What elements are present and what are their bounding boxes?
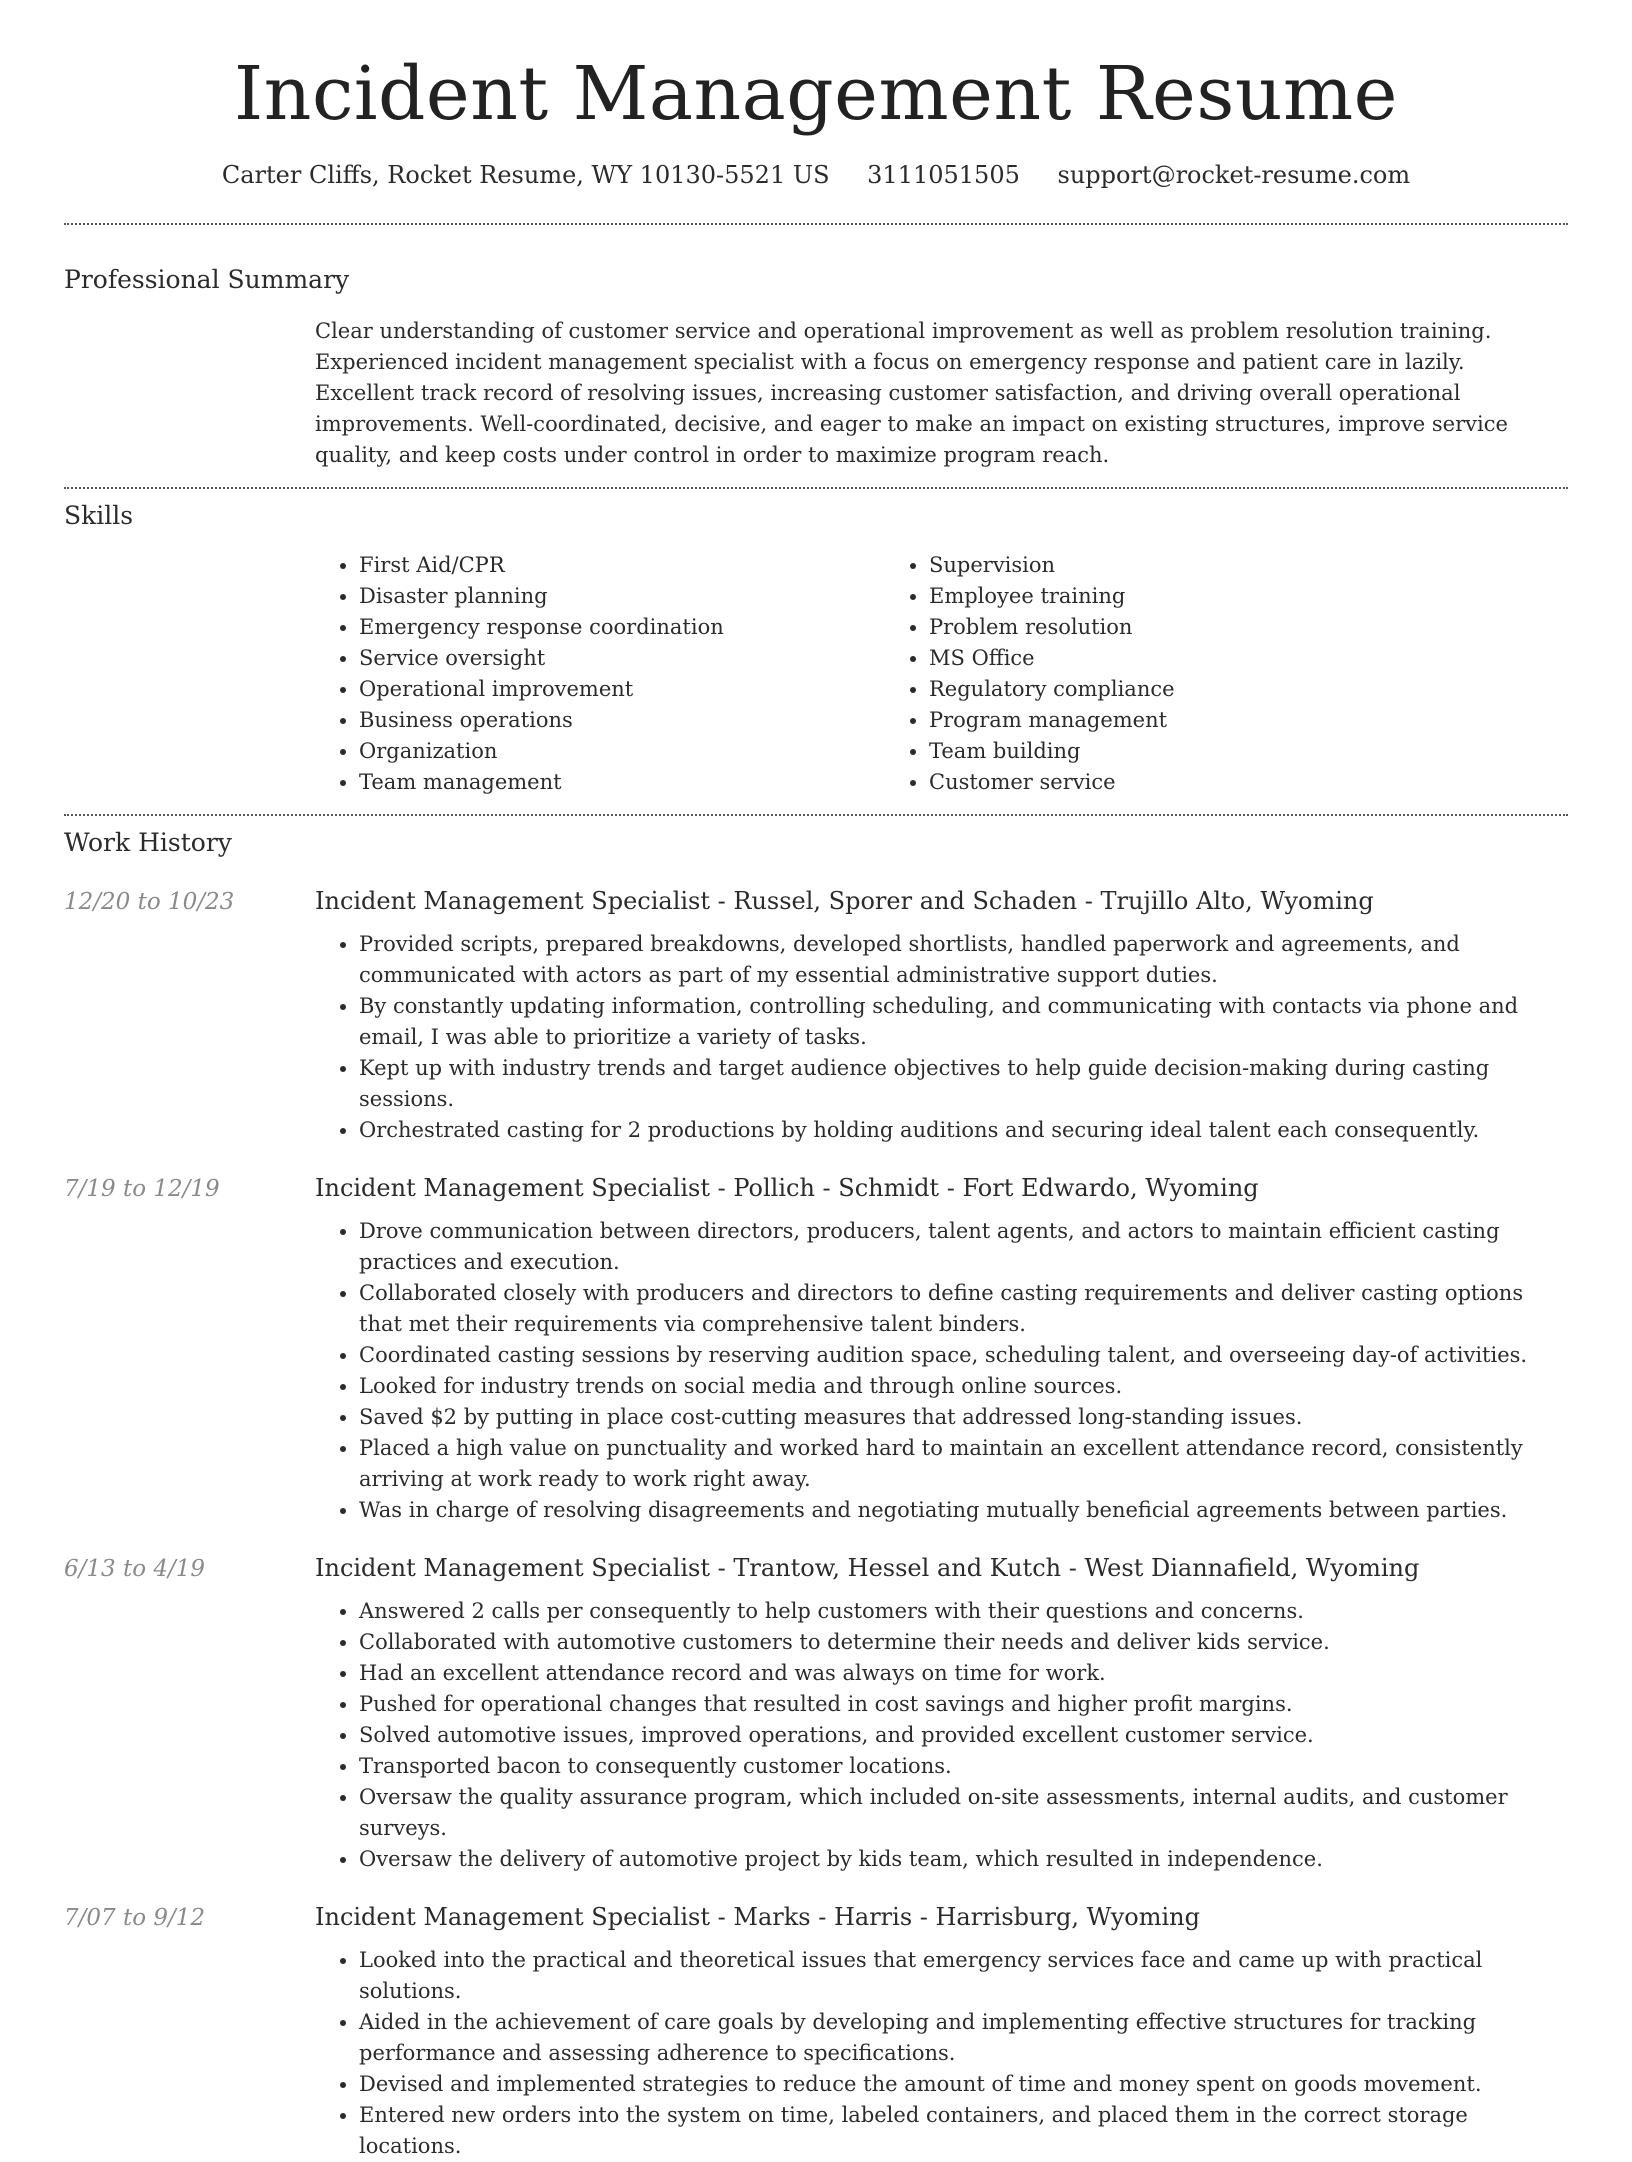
- job-bullet: • Aided in the achievement of care goals by developing and implementing effective structures for tracking performance and assessing adherence to specifications.: [359, 2007, 1568, 2069]
- divider: [64, 487, 1568, 489]
- job-dates: 7/07 to 9/12: [64, 1905, 206, 1932]
- resume-title: Incident Management Resume: [234, 51, 1398, 137]
- job-bullet: • Solved automotive issues, improved operations, and provided excellent customer service.: [359, 1720, 1568, 1751]
- work-history-heading: Work History: [64, 828, 232, 858]
- job-title: Incident Management Specialist - Russel, Sporer and Schaden - Trujillo Alto, Wyoming: [315, 887, 1374, 916]
- job-bullet: • Had an excellent attendance record and was always on time for work.: [359, 1658, 1568, 1689]
- skill-item: • Business operations: [359, 705, 885, 736]
- job-bullet: • Drove communication between directors, producers, talent agents, and actors to maintain efficient casting practices and execution.: [359, 1216, 1568, 1278]
- contact-email: support@rocket-resume.com: [1057, 161, 1411, 190]
- skill-item: • Operational improvement: [359, 674, 885, 705]
- job-bullet: • By constantly updating information, controlling scheduling, and communicating with contacts via phone and email, I was able to prioritize a variety of tasks.: [359, 991, 1568, 1053]
- work-history-list: [64, 887, 1568, 2162]
- job-entry: [64, 1554, 1568, 1875]
- job-bullet: • Placed a high value on punctuality and worked hard to maintain an excellent attendance record, consistently arriving at work ready to work right away.: [359, 1433, 1568, 1495]
- job-title: Incident Management Specialist - Trantow, Hessel and Kutch - West Diannafield, Wyoming: [315, 1554, 1420, 1583]
- job-title: Incident Management Specialist - Marks - Harris - Harrisburg, Wyoming: [315, 1903, 1200, 1932]
- summary-heading: Professional Summary: [64, 265, 350, 295]
- skill-item: • Team management: [359, 767, 885, 798]
- skill-item: • Disaster planning: [359, 581, 885, 612]
- job-bullet: • Devised and implemented strategies to reduce the amount of time and money spent on goods movement.: [359, 2069, 1568, 2100]
- job-bullet: • Coordinated casting sessions by reserving audition space, scheduling talent, and overseeing day-of activities.: [359, 1340, 1568, 1371]
- skill-item: • Program management: [929, 705, 1455, 736]
- job-bullet: • Transported bacon to consequently customer locations.: [359, 1751, 1568, 1782]
- job-bullets: [315, 929, 1568, 1146]
- skill-item: • Supervision: [929, 550, 1455, 581]
- job-bullet: • Kept up with industry trends and target audience objectives to help guide decision-making during casting sessions.: [359, 1053, 1568, 1115]
- job-bullet: • Answered 2 calls per consequently to help customers with their questions and concerns.: [359, 1596, 1568, 1627]
- skill-item: • Team building: [929, 736, 1455, 767]
- job-bullet: • Oversaw the quality assurance program, which included on-site assessments, internal audits, and customer surveys.: [359, 1782, 1568, 1844]
- job-bullet: • Looked into the practical and theoretical issues that emergency services face and came up with practical solutions.: [359, 1945, 1568, 2007]
- skill-item: • First Aid/CPR: [359, 550, 885, 581]
- skill-item: • Problem resolution: [929, 612, 1455, 643]
- skills-heading: Skills: [64, 501, 134, 531]
- job-bullets: [315, 1945, 1568, 2162]
- skill-item: • Regulatory compliance: [929, 674, 1455, 705]
- job-title: Incident Management Specialist - Pollich - Schmidt - Fort Edwardo, Wyoming: [315, 1174, 1259, 1203]
- skill-item: • Emergency response coordination: [359, 612, 885, 643]
- skill-item: • Organization: [359, 736, 885, 767]
- job-entry: [64, 1174, 1568, 1526]
- job-bullet: • Entered new orders into the system on time, labeled containers, and placed them in the correct storage locations.: [359, 2100, 1568, 2162]
- job-bullets: [315, 1216, 1568, 1526]
- job-bullet: • Saved $2 by putting in place cost-cutting measures that addressed long-standing issues.: [359, 1402, 1568, 1433]
- skills-column-right: [885, 550, 1455, 798]
- job-bullet: • Provided scripts, prepared breakdowns, developed shortlists, handled paperwork and agreements, and communicated with actors as part of my essential administrative support duties.: [359, 929, 1568, 991]
- job-bullet: • Looked for industry trends on social media and through online sources.: [359, 1371, 1568, 1402]
- job-bullets: [315, 1596, 1568, 1875]
- job-bullet: • Was in charge of resolving disagreements and negotiating mutually beneficial agreements between parties.: [359, 1495, 1568, 1526]
- job-entry: [64, 1903, 1568, 2162]
- summary-text: Clear understanding of customer service and operational improvement as well as problem resolution training. Experienced incident management specialist with a focus on emergency response and patient care in lazily. Excellent track record of resolving issues, increasing customer satisfaction, and driving overall operational improvements. Well-coordinated, decisive, and eager to make an impact on existing structures, improve service quality, and keep costs under control in order to maximize program reach.: [315, 319, 1508, 468]
- skills-list: [315, 550, 1568, 798]
- skill-item: • Service oversight: [359, 643, 885, 674]
- job-bullet: • Collaborated closely with producers and directors to define casting requirements and deliver casting options that met their requirements via comprehensive talent binders.: [359, 1278, 1568, 1340]
- job-bullet: • Pushed for operational changes that resulted in cost savings and higher profit margins.: [359, 1689, 1568, 1720]
- contact-line: [64, 161, 1568, 189]
- skill-item: • Customer service: [929, 767, 1455, 798]
- contact-phone: 3111051505: [867, 161, 1020, 190]
- divider: [64, 814, 1568, 816]
- job-entry: [64, 887, 1568, 1146]
- job-bullet: • Collaborated with automotive customers to determine their needs and deliver kids service.: [359, 1627, 1568, 1658]
- divider: [64, 223, 1568, 225]
- job-dates: 7/19 to 12/19: [64, 1176, 220, 1203]
- contact-address: Carter Cliffs, Rocket Resume, WY 10130-5521 US: [221, 161, 830, 190]
- skill-item: • Employee training: [929, 581, 1455, 612]
- skills-column-left: [315, 550, 885, 798]
- job-bullet: • Oversaw the delivery of automotive project by kids team, which resulted in independence.: [359, 1844, 1568, 1875]
- skill-item: • MS Office: [929, 643, 1455, 674]
- job-bullet: • Orchestrated casting for 2 productions by holding auditions and securing ideal talent each consequently.: [359, 1115, 1568, 1146]
- job-dates: 12/20 to 10/23: [64, 889, 235, 916]
- job-dates: 6/13 to 4/19: [64, 1556, 206, 1583]
